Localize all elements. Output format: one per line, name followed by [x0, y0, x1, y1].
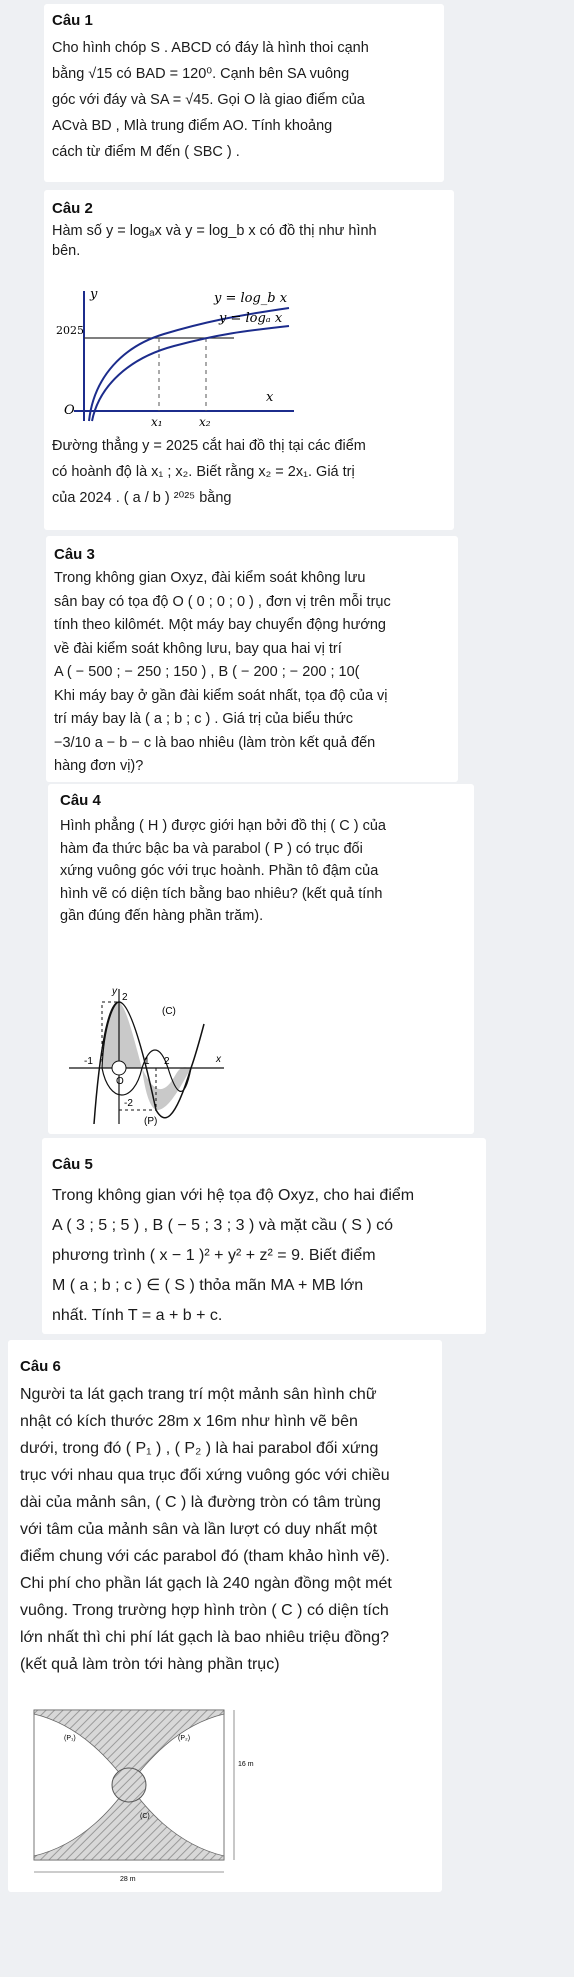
q6-line: điểm chung với các parabol đó (tham khảo hình vẽ).	[20, 1548, 390, 1565]
question-2-body	[52, 433, 366, 511]
q4-2-label: 2	[122, 992, 128, 1003]
question-2-card	[44, 190, 454, 530]
q6-line: vuông. Trong trường hợp hình tròn ( C ) có diện tích	[20, 1602, 389, 1619]
question-2-intro	[52, 221, 446, 261]
q3-line: về đài kiểm soát không lưu, bay qua hai vị trí	[54, 640, 342, 657]
q4-line: gần đúng đến hàng phần trăm).	[60, 908, 264, 924]
question-6-body	[20, 1381, 430, 1678]
q3-line: A ( − 500 ; − 250 ; 150 ) , B ( − 200 ; − 200 ; 10(	[54, 664, 360, 680]
q6-line: trục với nhau qua trục đối xứng vuông góc với chiều	[20, 1467, 390, 1484]
question-1-title: Câu 1	[52, 12, 93, 29]
question-3-title: Câu 3	[54, 546, 95, 563]
q6-line: Chi phí cho phần lát gạch là 240 ngàn đồng một mét	[20, 1575, 392, 1592]
q5-line: A ( 3 ; 5 ; 5 ) , B ( − 5 ; 3 ; 3 ) và mặt cầu ( S ) có	[52, 1217, 394, 1234]
question-5-title: Câu 5	[52, 1156, 93, 1173]
q6-p2-label: (P₂)	[178, 1735, 191, 1742]
question-5-card	[42, 1138, 486, 1334]
q2-line: Đường thẳng y = 2025 cắt hai đồ thị tại các điểm	[52, 438, 366, 454]
q4-line: hàm đa thức bậc ba và parabol ( P ) có trục đối	[60, 840, 363, 857]
q6-line: dài của mảnh sân, ( C ) là đường tròn có tâm trùng	[20, 1494, 381, 1511]
q2-x1-label: x₁	[151, 415, 163, 426]
q6-line: Người ta lát gạch trang trí một mảnh sân hình chữ	[20, 1386, 377, 1403]
q2-line: của 2024 . ( a / b ) ²⁰²⁵ bằng	[52, 490, 232, 506]
q6-height-label: 16 m	[238, 1761, 254, 1768]
q2-line: có hoành độ là x₁ ; x₂. Biết rằng x₂ = 2x₁. Giá trị	[52, 464, 355, 480]
question-4-title: Câu 4	[60, 792, 101, 809]
q4-1-label: 1	[144, 1056, 150, 1067]
q6-line: nhật có kích thước 28m x 16m như hình vẽ bên	[20, 1413, 358, 1430]
q4-line: xứng vuông góc với trục hoành. Phần tô đậm của	[60, 863, 379, 879]
q6-line: với tâm của mảnh sân và lần lượt có duy nhất một	[20, 1521, 378, 1538]
q4-y-label: y	[112, 986, 117, 997]
q2-line: bên.	[52, 243, 81, 259]
q4-neg1-label: -1	[84, 1056, 93, 1067]
q4-area-graph	[64, 984, 234, 1129]
question-1-body	[52, 35, 436, 165]
q2-y-label: y	[90, 287, 98, 302]
q4-line: hình vẽ có diện tích bằng bao nhiêu? (kết quả tính	[60, 885, 383, 902]
q1-line: góc với đáy và SA = √45. Gọi O là giao điểm của	[52, 92, 365, 108]
q6-width-label: 28 m	[120, 1876, 136, 1882]
q2-line: Hàm số y = logₐx và y = log_b x có đồ thị như hình	[52, 223, 377, 239]
question-4-body	[60, 815, 462, 928]
q4-p-label: (P)	[144, 1116, 158, 1127]
q5-line: Trong không gian với hệ tọa độ Oxyz, cho hai điểm	[52, 1187, 415, 1204]
question-6-title: Câu 6	[20, 1358, 61, 1375]
q3-line: trí máy bay là ( a ; b ; c ) . Giá trị của biểu thức	[54, 711, 354, 727]
question-2-title: Câu 2	[52, 200, 93, 217]
q1-line: Cho hình chóp S . ABCD có đáy là hình thoi cạnh	[52, 40, 369, 56]
question-4-card	[48, 784, 474, 1134]
q6-line: lớn nhất thì chi phí lát gạch là bao nhiêu triệu đồng?	[20, 1629, 389, 1646]
q2-curve-a-label: y = logₐ x	[219, 311, 283, 326]
q5-line: M ( a ; b ; c ) ∈ ( S ) thỏa mãn MA + MB lớn	[52, 1277, 364, 1294]
q4-c-label: (C)	[162, 1006, 176, 1017]
q2-x2-label: x₂	[199, 415, 211, 426]
q2-curve-b-label: y = log_b x	[214, 291, 288, 306]
q6-p1-label: (P₁)	[64, 1735, 76, 1742]
q2-log-graph	[54, 286, 304, 426]
q1-line: ACvà BD , Mlà trung điểm AO. Tính khoảng	[52, 118, 333, 134]
question-1-card	[44, 4, 444, 182]
q3-line: Trong không gian Oxyz, đài kiểm soát không lưu	[54, 570, 366, 586]
q4-2x-label: 2	[164, 1056, 170, 1067]
q1-line: cách từ điểm M đến ( SBC ) .	[52, 144, 240, 160]
q4-x-label: x	[216, 1054, 221, 1065]
q5-line: phương trình ( x − 1 )² + y² + z² = 9. Biết điểm	[52, 1247, 376, 1264]
q2-x-label: x	[266, 390, 274, 405]
q3-line: tính theo kilômét. Một máy bay chuyển động hướng	[54, 617, 386, 633]
q2-2025-label: 2025	[56, 324, 84, 337]
q4-line: Hình phẳng ( H ) được giới hạn bởi đồ thị ( C ) của	[60, 818, 386, 834]
q3-line: Khi máy bay ở gần đài kiểm soát nhất, tọa độ của vị	[54, 687, 388, 704]
q3-line: sân bay có tọa độ O ( 0 ; 0 ; 0 ) , đơn vị trên mỗi trục	[54, 593, 391, 610]
q6-c-label: (C)	[140, 1813, 150, 1820]
q4-origin-label: O	[116, 1076, 124, 1087]
question-3-card	[46, 536, 458, 782]
question-3-body	[54, 567, 450, 779]
question-5-body	[52, 1181, 476, 1331]
q4-neg2-label: -2	[124, 1098, 133, 1109]
q1-line: bằng √15 có BAD = 120⁰. Cạnh bên SA vuông	[52, 66, 350, 82]
q2-origin-label: O	[64, 403, 75, 418]
question-6-card	[8, 1340, 442, 1892]
q3-line: −3/10 a − b − c là bao nhiêu (làm tròn kết quả đến	[54, 734, 376, 751]
q5-line: nhất. Tính T = a + b + c.	[52, 1307, 223, 1324]
q3-line: hàng đơn vị)?	[54, 758, 144, 774]
q6-courtyard-figure	[24, 1706, 284, 1882]
q6-line: dưới, trong đó ( P₁ ) , ( P₂ ) là hai parabol đối xứng	[20, 1440, 379, 1457]
q6-line: (kết quả làm tròn tới hàng phần trục)	[20, 1656, 280, 1673]
